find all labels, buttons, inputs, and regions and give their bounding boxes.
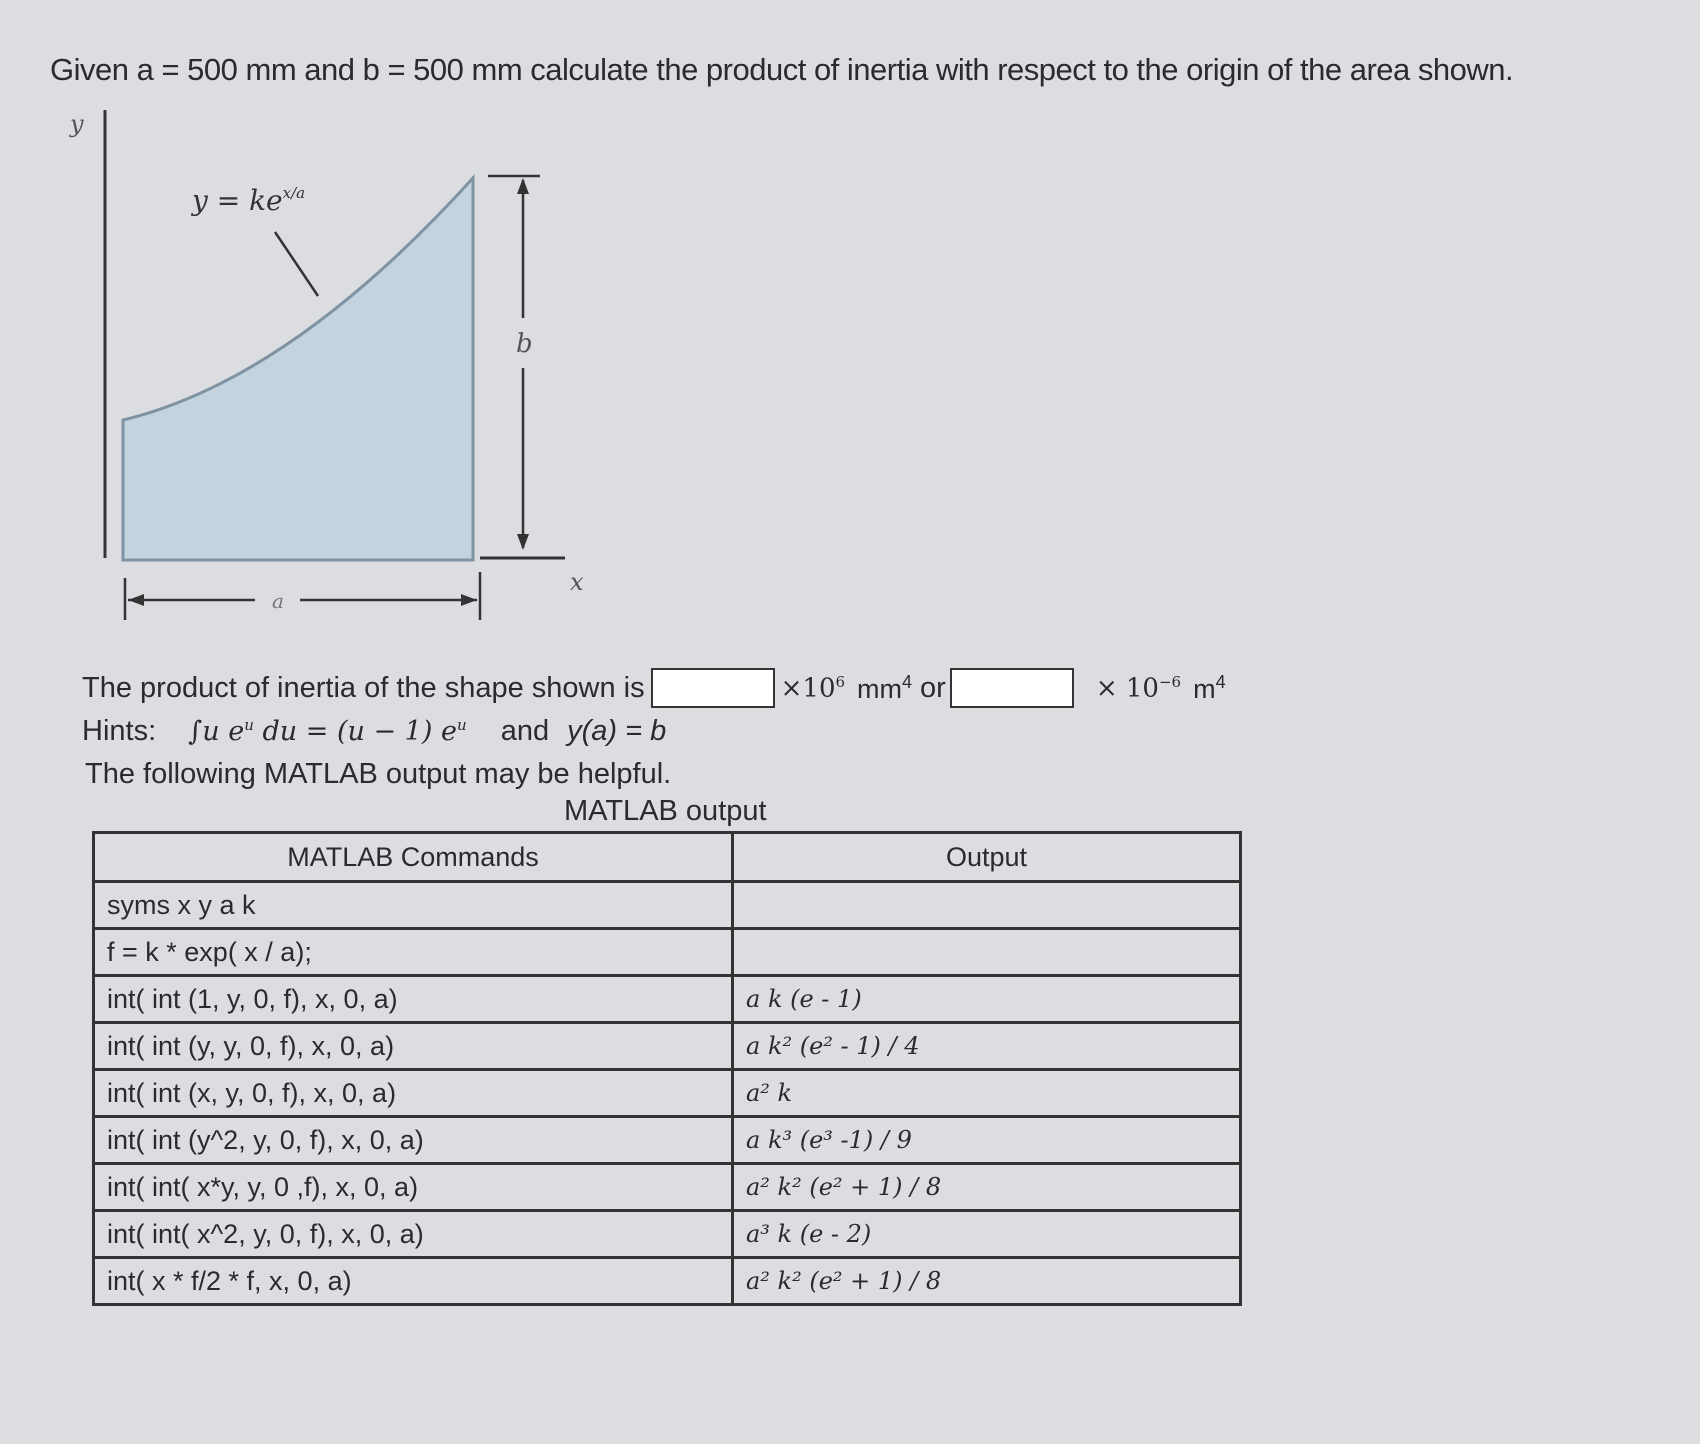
answer-multiplier-1: $\times 10^6$ xyxy=(780,672,846,704)
table-row xyxy=(94,882,1241,929)
dim-b-label: b xyxy=(516,329,533,359)
shaded-area xyxy=(123,178,473,560)
table-row xyxy=(94,1023,1241,1070)
command-cell: int( int (y, y, 0, f), x, 0, a) xyxy=(94,1023,733,1070)
output-cell: a² k² (e² + 1) / 8 xyxy=(733,1258,1241,1305)
header-output: Output xyxy=(733,833,1241,882)
table-header-row xyxy=(94,833,1241,882)
output-cell: a k³ (e³ -1) / 9 xyxy=(733,1117,1241,1164)
table-caption: MATLAB output xyxy=(564,795,767,827)
table-row xyxy=(94,1211,1241,1258)
curve-leader xyxy=(275,232,318,296)
hints-line xyxy=(82,715,666,748)
header-commands: MATLAB Commands xyxy=(94,833,733,882)
dim-a-arrow-left xyxy=(128,594,144,606)
output-cell xyxy=(733,929,1241,976)
output-cell: a² k xyxy=(733,1070,1241,1117)
answer-input-m4[interactable] xyxy=(950,668,1074,708)
table-row xyxy=(94,1070,1241,1117)
output-cell: a² k² (e² + 1) / 8 xyxy=(733,1164,1241,1211)
hints-and: and xyxy=(500,715,550,747)
dim-a-label: a xyxy=(272,589,284,613)
x-axis-label: x xyxy=(570,568,584,596)
answer-multiplier-2: × $10^{-6}$ xyxy=(1095,672,1182,704)
table-row xyxy=(94,1258,1241,1305)
command-cell: int( int (x, y, 0, f), x, 0, a) xyxy=(94,1070,733,1117)
hint-formula: ∫u $e^u$ du = (u − 1) $e^u$ xyxy=(188,716,467,747)
command-cell: int( int (1, y, 0, f), x, 0, a) xyxy=(94,976,733,1023)
answer-input-mm4[interactable] xyxy=(651,668,775,708)
command-cell: int( int( x^2, y, 0, f), x, 0, a) xyxy=(94,1211,733,1258)
table-row xyxy=(94,976,1241,1023)
hint-condition: y(a) = b xyxy=(567,715,667,747)
command-cell: int( int( x*y, y, 0 ,f), x, 0, a) xyxy=(94,1164,733,1211)
output-cell: a k (e - 1) xyxy=(733,976,1241,1023)
output-cell xyxy=(733,882,1241,929)
table-row xyxy=(94,1164,1241,1211)
answer-unit-1: $mm^4$ xyxy=(857,671,913,704)
answer-line xyxy=(82,668,1226,708)
command-cell: int( int (y^2, y, 0, f), x, 0, a) xyxy=(94,1117,733,1164)
output-cell: a³ k (e - 2) xyxy=(733,1211,1241,1258)
matlab-table xyxy=(92,831,1242,1306)
helpful-text: The following MATLAB output may be helpful. xyxy=(85,758,672,790)
dim-b-arrow-down xyxy=(517,534,529,550)
dim-a-arrow-right xyxy=(461,594,477,606)
command-cell: int( x * f/2 * f, x, 0, a) xyxy=(94,1258,733,1305)
curve-label: $y = ke^{x/a}$ xyxy=(192,184,306,217)
question-text: Given a = 500 mm and b = 500 mm calculate the product of inertia with respect to the origin of the area shown. xyxy=(50,52,1514,87)
answer-or: or xyxy=(920,671,946,704)
hints-label: Hints: xyxy=(82,715,157,747)
command-cell: f = k * exp( x / a); xyxy=(94,929,733,976)
answer-unit-2: $m^4$ xyxy=(1193,671,1226,704)
dim-b-arrow-up xyxy=(517,178,529,194)
area-figure xyxy=(40,100,600,640)
y-axis-label: y xyxy=(70,110,84,138)
table-row xyxy=(94,1117,1241,1164)
answer-prefix: The product of inertia of the shape shown is xyxy=(82,671,645,704)
command-cell: syms x y a k xyxy=(94,882,733,929)
table-row xyxy=(94,929,1241,976)
output-cell: a k² (e² - 1) / 4 xyxy=(733,1023,1241,1070)
